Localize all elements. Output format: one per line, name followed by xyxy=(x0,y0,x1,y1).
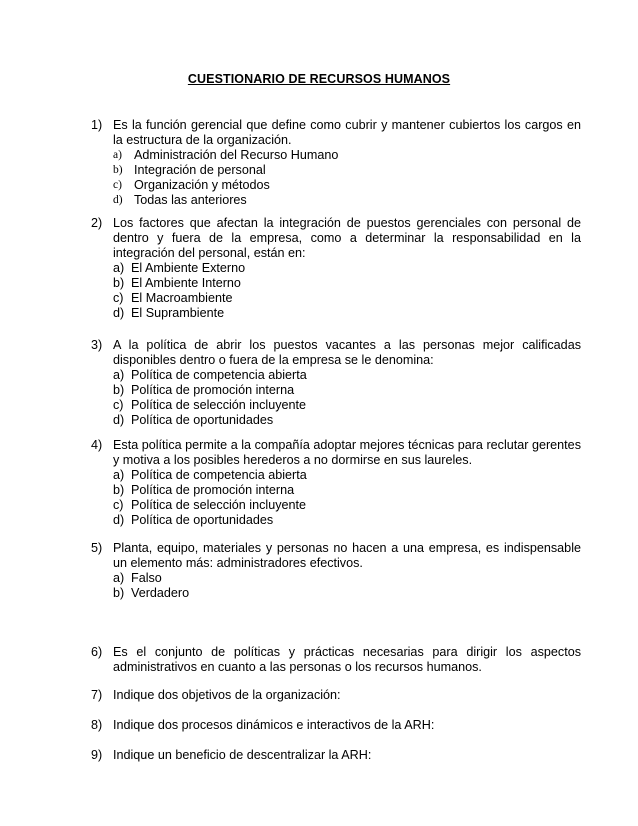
question-9 xyxy=(91,748,581,763)
option-item xyxy=(113,586,581,601)
question-text: Es la función gerencial que define como cubrir y mantener cubiertos los cargos en la estructura de la organización. xyxy=(113,118,581,147)
question-text: Planta, equipo, materiales y personas no hacen a una empresa, es indispensable un elemento más: administradores efectivos. xyxy=(113,541,581,570)
option-text: El Macroambiente xyxy=(131,291,233,305)
option-text: Falso xyxy=(131,571,162,585)
option-list xyxy=(91,468,581,528)
option-list xyxy=(91,368,581,428)
option-item xyxy=(113,413,581,428)
option-letter: d) xyxy=(113,306,125,320)
question-text: Esta política permite a la compañía adoptar mejores técnicas para reclutar gerentes y motiva a los posibles herederos a no dormirse en sus laureles. xyxy=(113,438,581,467)
question-number: 9) xyxy=(91,748,103,762)
option-item xyxy=(113,383,581,398)
option-item xyxy=(113,291,581,306)
option-item xyxy=(113,261,581,276)
question-number: 4) xyxy=(91,438,103,452)
option-text: Política de oportunidades xyxy=(131,513,274,527)
option-text: El Ambiente Externo xyxy=(131,261,246,275)
option-text: Administración del Recurso Humano xyxy=(134,148,339,162)
option-item xyxy=(113,513,581,528)
option-letter: b) xyxy=(113,483,125,497)
question-6 xyxy=(91,645,581,675)
option-text: Verdadero xyxy=(131,586,190,600)
option-letter: a) xyxy=(113,368,125,382)
option-letter: d) xyxy=(113,194,123,206)
option-letter: a) xyxy=(113,571,125,585)
option-item xyxy=(113,163,581,178)
question-number: 6) xyxy=(91,645,103,659)
question-4 xyxy=(91,438,581,528)
option-item xyxy=(113,306,581,321)
option-text: Política de selección incluyente xyxy=(131,398,307,412)
question-5 xyxy=(91,541,581,601)
question-number: 7) xyxy=(91,688,103,702)
question-text: Indique dos objetivos de la organización: xyxy=(113,688,341,702)
option-item xyxy=(113,148,581,163)
option-letter: b) xyxy=(113,586,125,600)
option-item xyxy=(113,468,581,483)
option-letter: b) xyxy=(113,164,123,176)
option-text: Política de oportunidades xyxy=(131,413,274,427)
question-text: Los factores que afectan la integración de puestos gerenciales con personal de dentro y fuera de la empresa, como a determinar la responsabilidad en la integración del personal, están en: xyxy=(113,216,581,260)
option-item xyxy=(113,193,581,208)
option-letter: c) xyxy=(113,291,124,305)
question-7 xyxy=(91,688,581,703)
option-letter: a) xyxy=(113,468,125,482)
question-text: Indique un beneficio de descentralizar la ARH: xyxy=(113,748,372,762)
option-item xyxy=(113,276,581,291)
option-item xyxy=(113,368,581,383)
option-text: Política de selección incluyente xyxy=(131,498,307,512)
option-text: Todas las anteriores xyxy=(134,193,247,207)
option-item xyxy=(113,398,581,413)
option-list xyxy=(91,148,581,208)
question-3 xyxy=(91,338,581,428)
document-title: CUESTIONARIO DE RECURSOS HUMANOS xyxy=(187,72,451,86)
option-item xyxy=(113,178,581,193)
question-2 xyxy=(91,216,581,321)
question-8 xyxy=(91,718,581,733)
option-text: Política de promoción interna xyxy=(131,483,295,497)
option-item xyxy=(113,498,581,513)
question-text: A la política de abrir los puestos vacantes a las personas mejor calificadas disponibles dentro o fuera de la empresa se le denomina: xyxy=(113,338,581,367)
option-text: El Ambiente Interno xyxy=(131,276,241,290)
question-number: 3) xyxy=(91,338,103,352)
option-text: Política de competencia abierta xyxy=(131,468,307,482)
question-number: 2) xyxy=(91,216,103,230)
option-item xyxy=(113,571,581,586)
option-text: Integración de personal xyxy=(134,163,266,177)
option-text: El Suprambiente xyxy=(131,306,225,320)
option-text: Política de competencia abierta xyxy=(131,368,307,382)
option-letter: b) xyxy=(113,383,125,397)
option-letter: a) xyxy=(113,261,125,275)
question-1 xyxy=(91,118,581,208)
option-letter: c) xyxy=(113,179,122,191)
option-list xyxy=(91,571,581,601)
question-number: 5) xyxy=(91,541,103,555)
option-text: Organización y métodos xyxy=(134,178,270,192)
option-item xyxy=(113,483,581,498)
option-letter: a) xyxy=(113,149,122,161)
option-letter: c) xyxy=(113,398,124,412)
option-letter: c) xyxy=(113,498,124,512)
option-list xyxy=(91,261,581,321)
option-text: Política de promoción interna xyxy=(131,383,295,397)
question-number: 1) xyxy=(91,118,103,132)
option-letter: d) xyxy=(113,413,125,427)
question-number: 8) xyxy=(91,718,103,732)
question-text: Indique dos procesos dinámicos e interactivos de la ARH: xyxy=(113,718,435,732)
option-letter: b) xyxy=(113,276,125,290)
question-text: Es el conjunto de políticas y prácticas necesarias para dirigir los aspectos administrativos en cuanto a las personas o los recursos humanos. xyxy=(113,645,581,674)
option-letter: d) xyxy=(113,513,125,527)
